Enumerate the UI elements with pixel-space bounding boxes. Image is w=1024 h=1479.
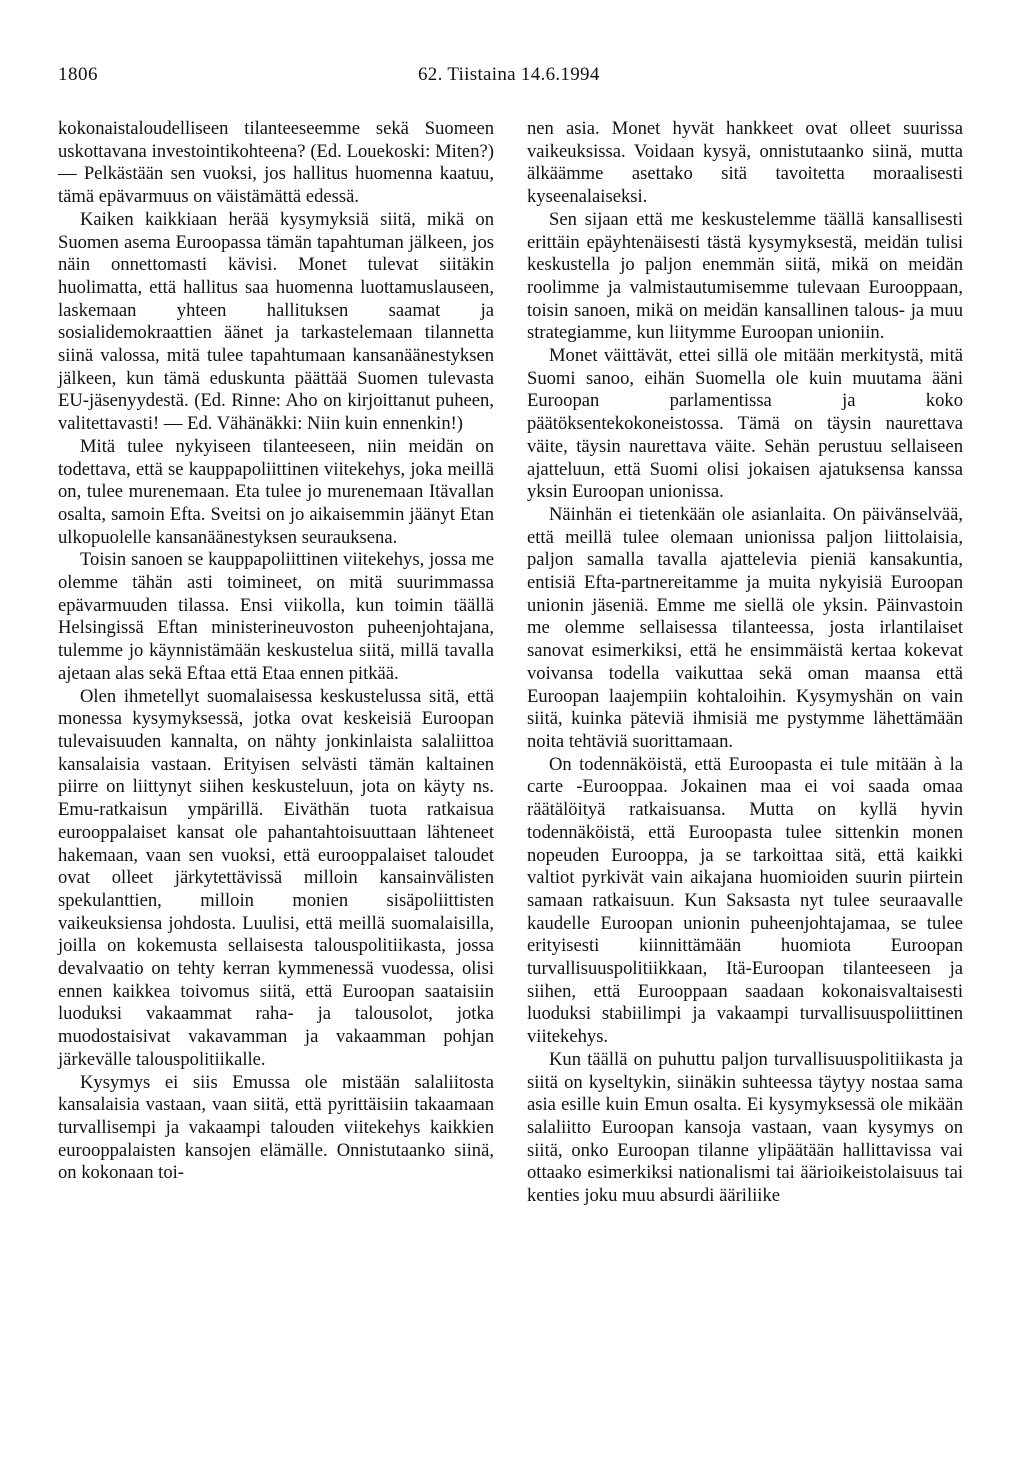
paragraph: Kysymys ei siis Emussa ole mistään salaliitosta kansalaisia vastaan, vaan siitä, että pyrittäisiin takaamaan turvallisempi ja vakaampi talouden viitekehys kaikkien eurooppalaisten kansojen elämälle. Onnistutaanko siinä, on kokonaan toi-: [58, 1071, 494, 1184]
paragraph: kokonaistaloudelliseen tilanteeseemme sekä Suomeen uskottavana investointikohteena? (Ed. Louekoski: Miten?) — Pelkästään sen vuoksi, jos hallitus huomenna kaatuu, tämä epävarmuus on väistämättä edessä.: [58, 118, 494, 208]
page-number: 1806: [58, 64, 98, 85]
paragraph: Toisin sanoen se kauppapoliittinen viitekehys, jossa me olemme tähän asti toimineet, on mitä suurimmassa epävarmuuden tilassa. Ensi viikolla, kun toimin täällä Helsingissä Eftan ministerineuvoston puheenjohtajana, tulemme jo käynnistämään keskustelua siitä, millä tavalla ajetaan alas sekä Eftaa että Etaa ennen pitkää.: [58, 549, 494, 684]
paragraph: Mitä tulee nykyiseen tilanteeseen, niin meidän on todettava, että se kauppapoliittinen viitekehys, joka meillä on, tulee murenemaan. Eta tulee jo murenemaan Itävallan osalta, samoin Efta. Sveitsi on jo aikaisemmin jäänyt Etan ulkopuolelle kansanäänestyksen seurauksena.: [58, 435, 494, 548]
paragraph: Olen ihmetellyt suomalaisessa keskustelussa sitä, että monessa kysymyksessä, jotka ovat keskeisiä Euroopan tulevaisuuden kannalta, on nähty jonkinlaista salaliittoa kansalaisia vastaan. Erityisen selvästi tämän kaltainen piirre on liittynyt siihen keskusteluun, jota on käyty ns. Emu-ratkaisun ympärillä. Eiväthän tuota ratkaisua eurooppalaiset kansat ole pahantahtoisuuttaan lähteneet hakemaan, vaan sen vuoksi, että eurooppalaiset taloudet ovat olleet järkytettävissä milloin kansainvälisten spekulanttien, milloin monien sisäpoliittisten vaikeuksiensa johdosta. Luulisi, että meillä suomalaisilla, joilla on kokemusta sellaisesta talouspolitiikasta, jossa devalvaatio on tehty kerran kymmenessä vuodessa, olisi ennen kaikkea toivomus siitä, että Euroopan saataisiin luoduksi vakaammat raha- ja talousolot, jotka muodostaisivat vakavamman ja vakaamman pohjan järkevälle talouspolitiikalle.: [58, 685, 494, 1070]
paragraph: On todennäköistä, että Euroopasta ei tule mitään à la carte -Eurooppaa. Jokainen maa ei voi saada omaa räätälöityä ratkaisuansa. Mutta on kyllä hyvin todennäköistä, että Euroopasta tulee sittenkin monen nopeuden Eurooppa, ja se tarkoittaa sitä, että kaikki valtiot pyrkivät vain aikajana huomioiden suurin piirtein samaan ratkaisuun. Kun Saksasta nyt tulee seuraavalle kaudelle Euroopan unionin puheenjohtajamaa, se tulee erityisesti kiinnittämään huomiota Euroopan turvallisuuspolitiikkaan, Itä-Euroopan tilanteeseen ja siihen, että Eurooppaan saadaan kokonaisvaltaisesti luoduksi stabiilimpi ja vakaampi turvallisuuspoliittinen viitekehys.: [527, 753, 963, 1048]
paragraph: Sen sijaan että me keskustelemme täällä kansallisesti erittäin epäyhtenäisesti tästä kysymyksestä, meidän tulisi keskustella jo paljon enemmän siitä, mikä on meidän roolimme ja valmistautumisemme tulevaan Eurooppaan, toisin sanoen, mikä on meidän kansallinen talous- ja muu strategiamme, kun liitymme Euroopan unioniin.: [527, 208, 963, 344]
paragraph: Monet väittävät, ettei sillä ole mitään merkitystä, mitä Suomi sanoo, eihän Suomella ole kuin muutama ääni Euroopan parlamentissa ja koko päätöksentekokoneistossa. Tämä on täysin naurettava väite, täysin naurettava väite. Sehän perustuu sellaiseen ajatteluun, että Suomi olisi jokaisen ajatuksensa kanssa yksin Euroopan unionissa.: [527, 345, 963, 503]
paragraph: Näinhän ei tietenkään ole asianlaita. On päivänselvää, että meillä tulee olemaan unionissa paljon liittolaisia, paljon samalla tavalla ajattelevia pieniä kansakuntia, entisiä Efta-partnereitamme ja muita nykyisiä Euroopan unionin jäseniä. Emme me siellä ole yksin. Päinvastoin me olemme sellaisessa tilanteessa, josta irlantilaiset sanovat esimerkiksi, että he ensimmäistä kertaa kokevat voivansa todella vaikuttaa sekä oman maansa että Euroopan laajempiin kohtaloihin. Kysymyshän on vain siitä, kuinka päteviä ihmisiä me pystymme lähettämään noita tehtäviä suorittamaan.: [527, 503, 963, 752]
right-column: [527, 118, 963, 1208]
paragraph: Kun täällä on puhuttu paljon turvallisuuspolitiikasta ja siitä on kyseltykin, siinäkin suhteessa täytyy nostaa sama asia esille kuin Emun osalta. Ei kysymyksessä ole mikään salaliitto Euroopan kansoja vastaan, vaan kysymys on siitä, onko Euroopan tilanne ylipäätään hallittavissa vai ottaako esimerkiksi nationalismi tai äärioikeistolaisuus tai kenties joku muu absurdi ääriliike: [527, 1048, 963, 1207]
paragraph: nen asia. Monet hyvät hankkeet ovat olleet suurissa vaikeuksissa. Voidaan kysyä, onnistutaanko siinä, mutta älkäämme asettako sitä tavoitetta moraalisesti kyseenalaiseksi.: [527, 118, 963, 208]
running-head: 62. Tiistaina 14.6.1994: [418, 64, 600, 85]
paragraph: Kaiken kaikkiaan herää kysymyksiä siitä, mikä on Suomen asema Euroopassa tämän tapahtuman jälkeen, jos näin onnettomasti kävisi. Monet tulevat siitäkin huolimatta, että hallitus saa huomenna luottamuslauseen, laskemaan yhteen hallituksen saamat ja sosialidemokraattien äänet ja tarkastelemaan tilannetta siinä valossa, mitä tulee tapahtumaan kansanäänestyksen jälkeen, kun tämä eduskunta päättää Suomen tulevasta EU-jäsenyydestä. (Ed. Rinne: Aho on kirjoittanut puheen, valitettavasti! — Ed. Vähänäkki: Niin kuin ennenkin!): [58, 208, 494, 435]
left-column: [58, 118, 494, 1185]
